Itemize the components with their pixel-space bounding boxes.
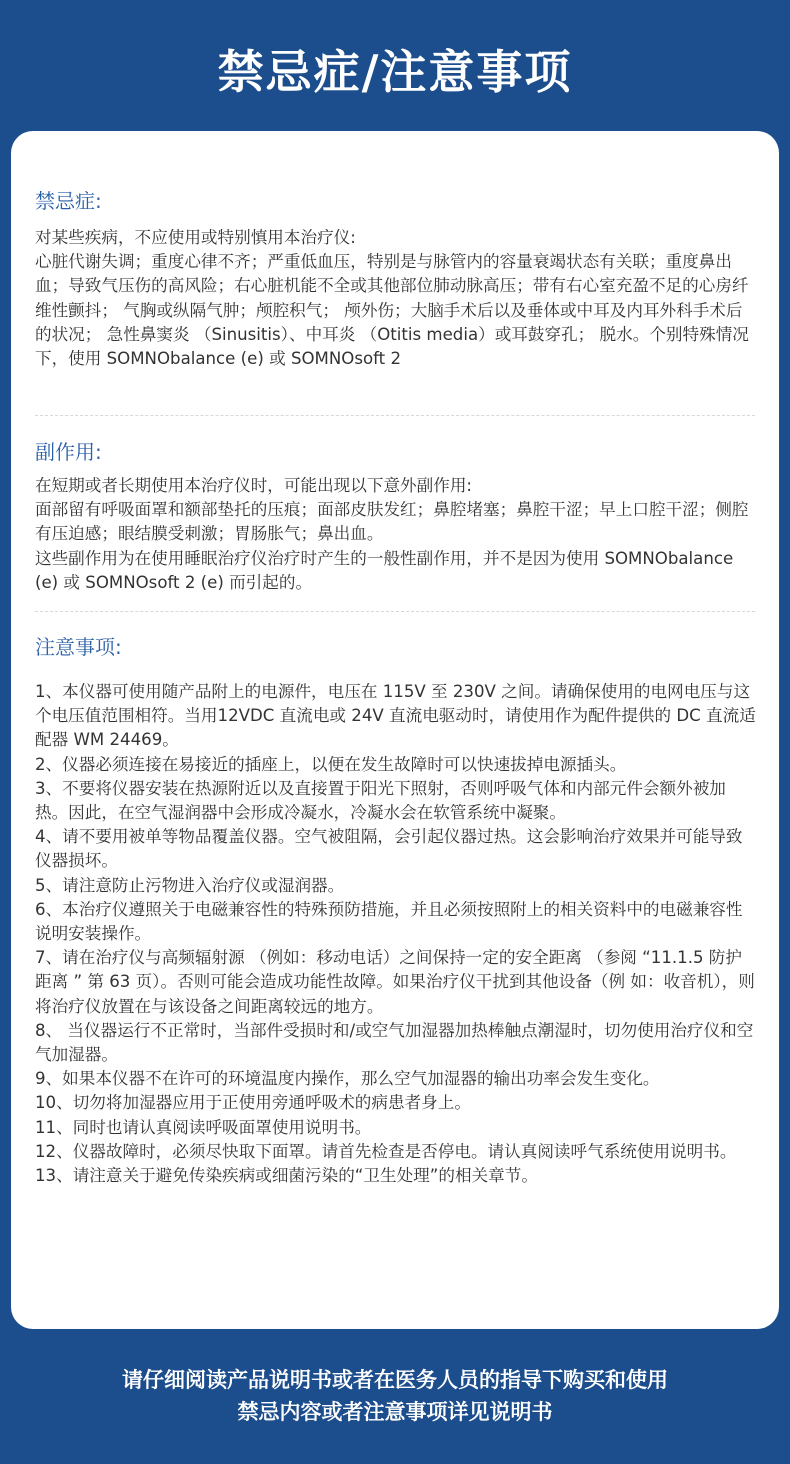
precautions-body	[35, 680, 757, 1188]
precautions-heading: 注意事项:	[35, 635, 122, 659]
side-effects-body	[35, 474, 757, 595]
precaution-item: 7、请在治疗仪与高频辐射源 （例如：移动电话）之间保持一定的安全距离 （参阅 “11.1.5 防护距离 ” 第 63 页）。否则可能会造成功能性故障。如果治疗仪干扰到其他设备（例 如：收音机），则将治疗仪放置在与该设备之间距离较远的地方。	[35, 948, 755, 1016]
divider	[35, 611, 755, 612]
precaution-item: 6、本治疗仪遵照关于电磁兼容性的特殊预防措施，并且必须按照附上的相关资料中的电磁兼容性说明安装操作。	[35, 899, 743, 944]
side-effects-heading: 副作用:	[35, 440, 102, 464]
footer-line: 请仔细阅读产品说明书或者在医务人员的指导下购买和使用	[122, 1368, 668, 1392]
precaution-item: 11、同时也请认真阅读呼吸面罩使用说明书。	[35, 1117, 372, 1137]
precaution-item: 1、本仪器可使用随产品附上的电源件，电压在 115V 至 230V 之间。请确保使用的电网电压与这个电压值范围相符。当用12VDC 直流电或 24V 直流电驱动时，请使用作为配件提供的 DC 直流适配器 WM 24469。	[35, 682, 756, 750]
side-effects-line: 在短期或者长期使用本治疗仪时，可能出现以下意外副作用:	[35, 476, 473, 495]
page-title: 禁忌症/注意事项	[217, 45, 573, 99]
precaution-item: 5、请注意防止污物进入治疗仪或湿润器。	[35, 875, 345, 895]
contraindications-section	[35, 186, 757, 371]
precautions-section	[35, 632, 757, 1188]
content-card	[11, 131, 779, 1329]
side-effects-section	[35, 437, 757, 595]
contraindications-body	[35, 226, 757, 371]
precaution-item: 3、不要将仪器安装在热源附近以及直接置于阳光下照射，否则呼吸气体和内部元件会额外被加热。因此，在空气湿润器中会形成冷凝水，冷凝水会在软管系统中凝聚。	[35, 778, 726, 823]
precaution-item: 8、 当仪器运行不正常时，当部件受损时和/或空气加湿器加热棒触点潮湿时，切勿使用治疗仪和空气加湿器。	[35, 1020, 754, 1065]
footer-line: 禁忌内容或者注意事项详见说明书	[237, 1400, 553, 1424]
divider	[35, 415, 755, 416]
precaution-item: 2、仪器必须连接在易接近的插座上，以便在发生故障时可以快速拔掉电源插头。	[35, 754, 627, 774]
precaution-item: 12、仪器故障时，必须尽快取下面罩。请首先检查是否停电。请认真阅读呼气系统使用说明书。	[35, 1141, 737, 1161]
side-effects-line: 这些副作用为在使用睡眠治疗仪治疗时产生的一般性副作用，并不是因为使用 SOMNObalance (e) 或 SOMNOsoft 2 (e) 而引起的。	[35, 548, 734, 592]
contraindications-heading: 禁忌症:	[35, 189, 102, 213]
footer-notice	[0, 1364, 790, 1428]
contraindications-line: 心脏代谢失调；重度心律不齐；严重低血压，特别是与脉管内的容量衰竭状态有关联；重度鼻出血；导致气压伤的高风险；右心脏机能不全或其他部位肺动脉高压；带有右心室充盈不足的心房纤维性颤抖； 气胸或纵隔气肿；颅腔积气； 颅外伤；大脑手术后以及垂体或中耳及内耳外科手术后的状况； 急性鼻窦炎 （Sinusitis）、中耳炎 （Otitis media）或耳鼓穿孔； 脱水。个别特殊情况下，使用 SOMNObalance (e) 或 SOMNOsoft 2	[35, 252, 749, 369]
contraindications-line: 对某些疾病，不应使用或特别慎用本治疗仪:	[35, 228, 356, 247]
side-effects-line: 面部留有呼吸面罩和额部垫托的压痕；面部皮肤发红；鼻腔堵塞；鼻腔干涩；早上口腔干涩；侧腔有压迫感；眼结膜受刺激；胃肠胀气；鼻出血。	[35, 500, 749, 544]
precaution-item: 4、请不要用被单等物品覆盖仪器。空气被阻隔，会引起仪器过热。这会影响治疗效果并可能导致仪器损坏。	[35, 827, 743, 871]
precaution-item: 13、请注意关于避免传染疾病或细菌污染的“卫生处理”的相关章节。	[35, 1166, 538, 1186]
precaution-item: 9、如果本仪器不在许可的环境温度内操作，那么空气加湿器的输出功率会发生变化。	[35, 1069, 660, 1089]
precaution-item: 10、切勿将加湿器应用于正使用旁通呼吸术的病患者身上。	[35, 1093, 471, 1113]
